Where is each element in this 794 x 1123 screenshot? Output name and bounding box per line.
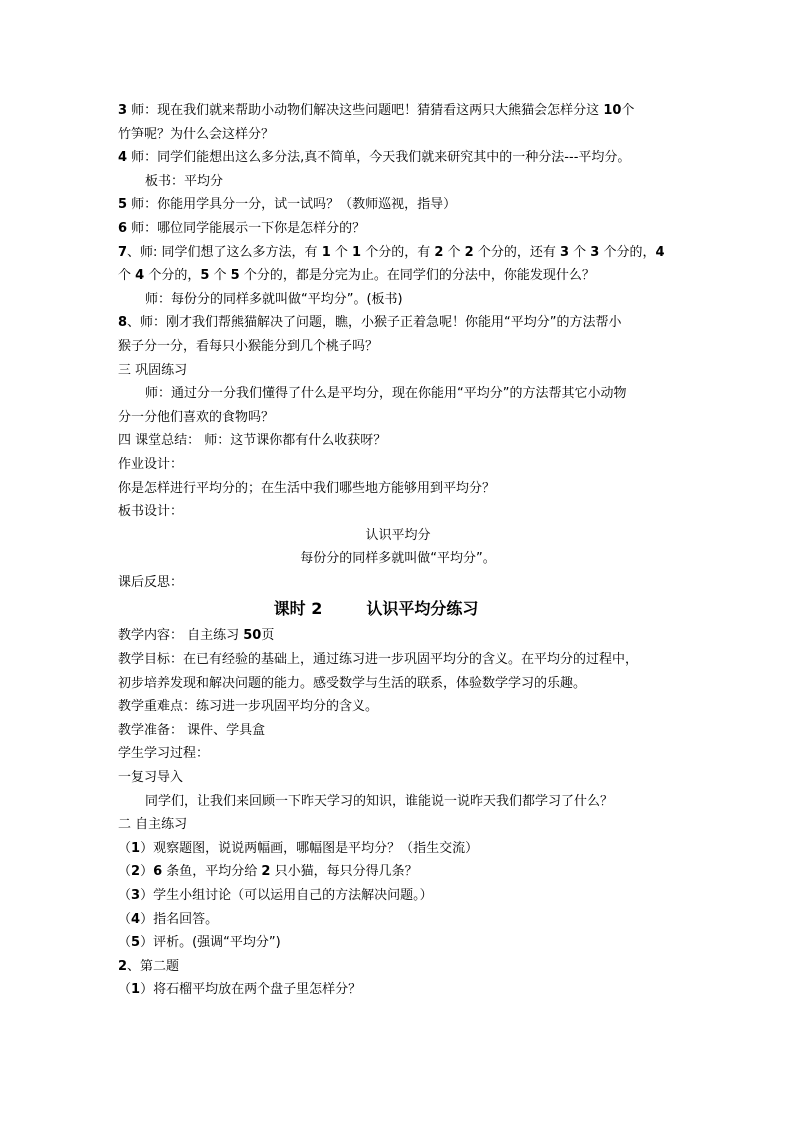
text: 页 xyxy=(261,628,275,644)
step-number: 5 xyxy=(118,197,128,213)
paragraph-line: 初步培养发现和解决问题的能力。感受数学与生活的联系，体验数学学习的乐趣。 xyxy=(118,675,587,691)
text: （ xyxy=(118,982,132,998)
text: 个 xyxy=(443,244,465,260)
text: ）观察题图，说说两幅画，哪幅图是平均分？（指生交流） xyxy=(140,840,479,856)
text: 条鱼，平均分给 xyxy=(162,864,262,880)
text: ）指名回答。 xyxy=(140,911,219,927)
number: 1 xyxy=(352,244,362,260)
text: 个分的， xyxy=(144,268,201,284)
text: 只小猫，每只分得几条？ xyxy=(270,864,418,880)
text: 个 xyxy=(621,103,635,118)
number: 1 xyxy=(321,244,331,260)
paragraph-step-7 xyxy=(118,241,678,265)
text: 个分的，有 xyxy=(361,244,435,260)
exercise-item xyxy=(118,931,678,955)
text: ）将石榴平均放在两个盘子里怎样分？ xyxy=(140,982,362,998)
number: 2 xyxy=(118,958,128,974)
teacher-line: 师：每份分的同样多就叫做“平均分”。(板书) xyxy=(145,291,403,307)
section-heading: 二 自主练习 xyxy=(118,817,188,833)
paragraph-step-4 xyxy=(118,146,678,170)
text: 教学内容： 自主练习 xyxy=(118,628,244,644)
number: 5 xyxy=(131,935,141,951)
number: 3 xyxy=(590,244,600,260)
text: （ xyxy=(118,888,132,903)
text: （ xyxy=(118,840,132,856)
number: 2 xyxy=(131,864,141,880)
paragraph-step-6 xyxy=(118,217,678,241)
text: （ xyxy=(118,911,132,927)
number: 5 xyxy=(200,268,210,284)
text: 师：你能用学具分一分，试一试吗？（教师巡视，指导） xyxy=(127,197,457,213)
paragraph-line: 分一分他们喜欢的食物吗？ xyxy=(118,409,275,425)
text: （ xyxy=(118,935,132,951)
teaching-content xyxy=(118,624,678,648)
section-heading: 四 课堂总结： 师：这节课你都有什么收获呀？ xyxy=(118,433,387,449)
text: （ xyxy=(118,864,132,880)
number: 2 xyxy=(434,244,444,260)
section-heading: 一复习导入 xyxy=(118,770,184,786)
paragraph-step-5 xyxy=(118,193,678,217)
paragraph-line: 猴子分一分，看每只小猴能分到几个桃子吗？ xyxy=(118,338,379,354)
text: 个 xyxy=(118,268,136,284)
number: 2 xyxy=(261,864,271,880)
text: 、师: 同学们想了这么多方法，有 xyxy=(127,244,322,260)
text: 师：哪位同学能展示一下你是怎样分的？ xyxy=(127,220,366,236)
text: 个 xyxy=(209,268,231,284)
step-number: 8 xyxy=(118,315,128,331)
teaching-goal: 教学目标：在已有经验的基础上，通过练习进一步巩固平均分的含义。在平均分的过程中， xyxy=(118,652,639,668)
step-number: 6 xyxy=(118,220,128,236)
section-heading: 三 巩固练习 xyxy=(118,362,188,378)
key-points: 教学重难点：练习进一步巩固平均分的含义。 xyxy=(118,699,379,715)
homework-text: 你是怎样进行平均分的；在生活中我们哪些地方能够用到平均分？ xyxy=(118,480,496,496)
number: 6 xyxy=(153,864,163,880)
exercise-item xyxy=(118,884,678,908)
paragraph-line xyxy=(118,264,678,288)
paragraph-line: 竹笋呢？为什么会这样分？ xyxy=(118,126,275,142)
lesson-title xyxy=(118,594,678,624)
exercise-heading xyxy=(118,955,678,979)
paragraph-step-8 xyxy=(118,311,678,335)
number: 4 xyxy=(131,911,141,927)
text: 个分的，还有 xyxy=(473,244,560,260)
text: ） xyxy=(140,864,154,880)
number: 4 xyxy=(135,268,145,284)
number: 1 xyxy=(131,840,141,856)
text: 师：同学们能想出这么多分法,真不简单，今天我们就来研究其中的一种分法---平均分。 xyxy=(127,150,631,166)
step-number: 7 xyxy=(118,244,128,260)
paragraph-line: 同学们，让我们来回顾一下昨天学习的知识，谁能说一说昨天我们都学习了什么？ xyxy=(145,793,614,809)
number: 5 xyxy=(230,268,240,284)
text: ）评析。(强调“平均分”) xyxy=(140,935,281,951)
text: 个 xyxy=(330,244,353,260)
number: 10 xyxy=(603,103,622,118)
board-design-title: 认识平均分 xyxy=(365,527,431,543)
board-design-text: 每份分的同样多就叫做“平均分”。 xyxy=(300,551,496,567)
preparation: 教学准备： 课件、学具盒 xyxy=(118,722,266,738)
text: 个分的， xyxy=(599,244,656,260)
step-number: 4 xyxy=(118,150,128,166)
process-label: 学生学习过程： xyxy=(118,746,210,762)
exercise-item xyxy=(118,908,678,932)
lesson-name: 认识平均分练习 xyxy=(366,599,479,619)
number: 3 xyxy=(559,244,569,260)
lesson-number: 课时 2 xyxy=(273,599,323,619)
teacher-line: 师：通过分一分我们懂得了什么是平均分，现在你能用“平均分”的方法帮其它小动物 xyxy=(145,386,627,402)
number: 1 xyxy=(131,982,141,998)
exercise-item xyxy=(118,860,678,884)
text: 、第二题 xyxy=(127,958,180,974)
text: 个分的，都是分完为止。在同学们的分法中，你能发现什么？ xyxy=(239,268,595,284)
number: 50 xyxy=(243,628,262,644)
step-number: 3 xyxy=(118,103,128,118)
board-note: 板书：平均分 xyxy=(145,173,224,189)
number: 2 xyxy=(464,244,474,260)
reflection-label: 课后反思： xyxy=(118,574,184,590)
paragraph-step-3 xyxy=(118,99,678,123)
text: 师：现在我们就来帮助小动物们解决这些问题吧！猜猜看这两只大熊猫会怎样分这 xyxy=(127,103,604,118)
exercise-item xyxy=(118,978,678,1002)
text: 、师：刚才我们帮熊猫解决了问题，瞧，小猴子正着急呢！你能用“平均分”的方法帮小 xyxy=(127,315,622,331)
text: ）学生小组讨论（可以运用自己的方法解决问题。） xyxy=(140,888,433,903)
board-design-label: 板书设计： xyxy=(118,504,184,520)
number: 3 xyxy=(131,888,141,903)
number: 4 xyxy=(655,244,665,260)
text: 个 xyxy=(569,244,591,260)
document-body xyxy=(118,99,678,1002)
exercise-item xyxy=(118,837,678,861)
homework-label: 作业设计： xyxy=(118,456,184,472)
